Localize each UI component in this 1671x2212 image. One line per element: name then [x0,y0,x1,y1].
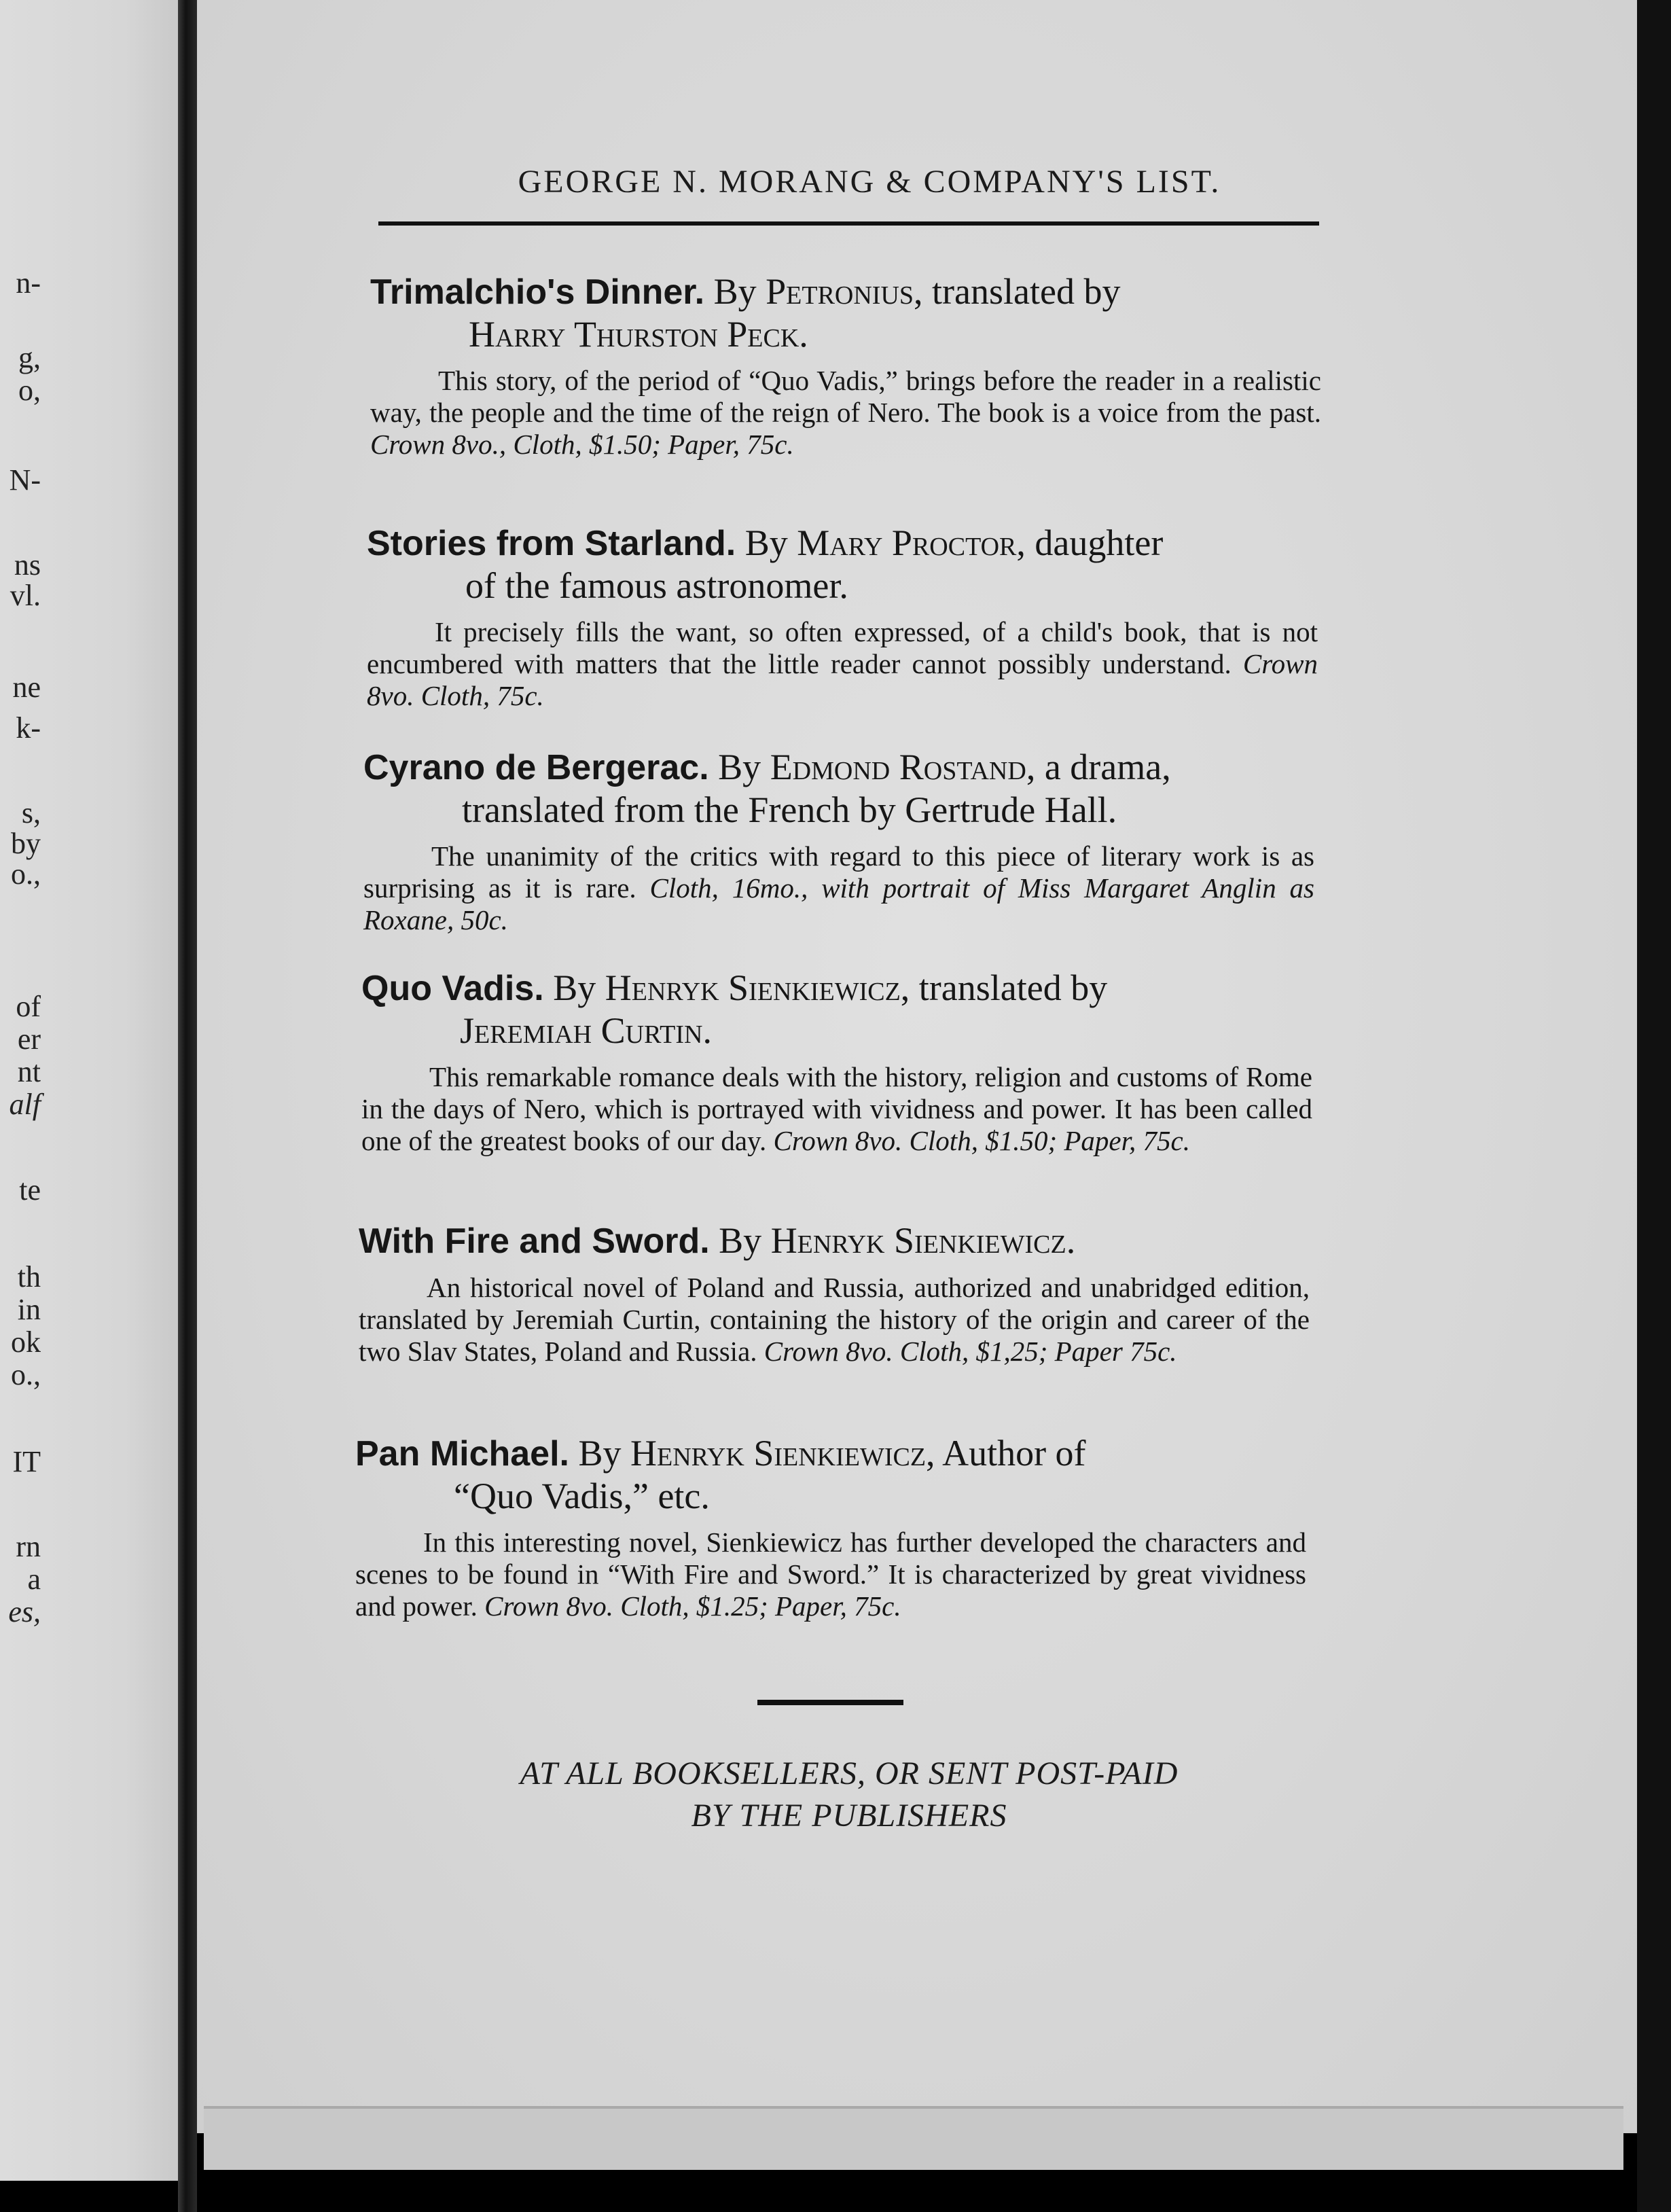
entry-heading [370,270,1321,355]
fragment: te [19,1173,41,1207]
fragment: o., [11,1358,41,1391]
fragment: in [17,1293,41,1326]
fragment: rn [16,1530,41,1563]
fragment: ns [14,548,41,582]
author-name: Henryk Sienkiewicz [630,1433,927,1474]
byline-continuation: “Quo Vadis,” etc. [454,1476,710,1516]
book-entry [361,967,1312,1157]
book-entry [363,746,1314,936]
page-header: GEORGE N. MORANG & COMPANY'S LIST. [518,164,1221,200]
fragment: alf [9,1088,41,1121]
fragment: k- [16,711,41,745]
author-name: Petronius [766,271,914,312]
book-title: Pan Michael. [355,1434,569,1474]
author-name: Edmond Rostand [770,747,1026,787]
entry-description [363,840,1314,936]
entry-heading [359,1219,1310,1262]
byline-by: By [719,1220,762,1261]
byline-continuation: Jeremiah Curtin. [460,1010,712,1051]
fragment: a [27,1563,41,1596]
byline-by: By [718,747,761,787]
scan-border [1637,0,1671,2212]
page-bottom-edge [204,2106,1623,2170]
description-text: It precisely fills the want, so often expressed, of a child's book, that is not encumbered with matters that the little reader cannot possibly understand. [367,616,1318,679]
byline-by: By [578,1433,622,1474]
byline-rest: , daughter [1016,522,1164,563]
closing-rule [757,1700,903,1705]
byline-rest: , a drama, [1026,747,1171,787]
entry-description [367,616,1318,712]
entry-description [359,1272,1310,1368]
header-rule [378,221,1319,226]
description-text: The unanimity of the critics with regard to this piece of literary work is as surprising as it is rare. [363,840,1314,904]
fragment: of [16,990,41,1023]
description-text: This story, of the period of “Quo Vadis,” brings before the reader in a realistic way, the people and the time of the reign of Nero. The book is a voice from the past. [370,365,1321,428]
format-price: Crown 8vo. Cloth, 75c. [367,648,1318,711]
fragment: nt [17,1055,41,1088]
byline-rest: , Author of [926,1433,1086,1474]
fragment: ok [11,1325,41,1359]
entry-heading [363,746,1314,831]
fragment: g, [18,341,41,374]
format-price: Crown 8vo. Cloth, $1.25; Paper, 75c. [484,1590,901,1622]
fragment: IT [12,1445,41,1478]
byline-continuation: of the famous astronomer. [465,565,848,606]
book-title: Quo Vadis. [361,969,544,1008]
format-price: Crown 8vo., Cloth, $1.50; Paper, 75c. [370,429,794,460]
description-text: This remarkable romance deals with the history, religion and customs of Rome in the days of Nero, which is portrayed with vividness and power. It has been called one of the greatest books of our day. [361,1061,1312,1156]
byline-continuation: translated from the French by Gertrude Hall. [462,789,1117,830]
fragment: o., [11,857,41,891]
book-entry [359,1219,1310,1368]
byline-continuation: Harry Thurston Peck. [469,314,808,355]
fragment: vl. [10,579,41,612]
entry-heading [355,1432,1306,1517]
fragment: er [17,1022,41,1056]
entry-description [361,1061,1312,1157]
facing-page [0,0,178,2181]
fragment: by [11,827,41,860]
book-title: With Fire and Sword. [359,1221,710,1261]
entry-description [370,365,1321,461]
description-text: An historical novel of Poland and Russia, authorized and unabridged edition, translated by Jeremiah Curtin, containing the history of the origin and career of the two Slav States, Poland and Russia. [359,1272,1310,1367]
publisher-footer [408,1753,1291,1837]
byline-by: By [553,967,596,1008]
book-title: Stories from Starland. [367,524,736,563]
book-title: Trimalchio's Dinner. [370,272,705,312]
fragment: s, [21,796,41,830]
fragment: ne [12,671,41,704]
book-title: Cyrano de Bergerac. [363,748,709,787]
byline-by: By [744,522,788,563]
footer-line: AT ALL BOOKSELLERS, OR SENT POST-PAID [520,1755,1179,1791]
book-entry [370,270,1321,461]
format-price: Cloth, 16mo., with portrait of Miss Margaret Anglin as Roxane, 50c. [363,872,1315,935]
fragment: es, [8,1595,41,1628]
byline-rest: . [1066,1220,1076,1261]
author-name: Henryk Sienkiewicz [770,1220,1066,1261]
author-name: Henryk Sienkiewicz [605,967,901,1008]
description-text: In this interesting novel, Sienkiewicz has further developed the characters and scenes to be found in “With Fire and Sword.” It is characterized by great vividness and power. [355,1527,1306,1622]
footer-line: BY THE PUBLISHERS [691,1798,1007,1834]
entry-heading [367,522,1318,607]
byline-rest: , translated by [900,967,1108,1008]
byline-by: By [713,271,757,312]
byline-rest: , translated by [914,271,1121,312]
format-price: Crown 8vo. Cloth, $1.50; Paper, 75c. [773,1125,1190,1156]
format-price: Crown 8vo. Cloth, $1,25; Paper 75c. [763,1336,1177,1367]
author-name: Mary Proctor [797,522,1017,563]
book-spine [178,0,197,2212]
fragment: N- [9,463,41,497]
entry-description [355,1527,1306,1622]
fragment: n- [16,266,41,300]
entry-heading [361,967,1312,1052]
book-entry [367,522,1318,712]
fragment: o, [18,374,41,407]
book-entry [355,1432,1306,1622]
fragment: th [17,1260,41,1294]
